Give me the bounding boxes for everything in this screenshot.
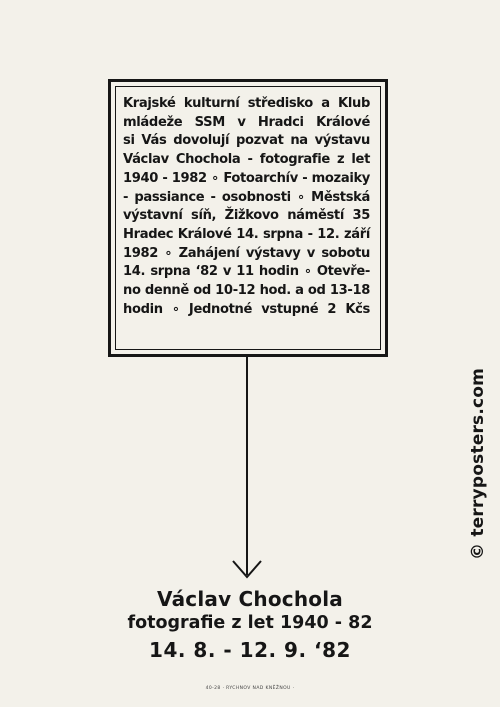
invitation-line: no denně od 10-12 hod. a od 13-18 bbox=[123, 283, 370, 299]
exhibition-dates: 14. 8. - 12. 9. ‘82 bbox=[149, 638, 351, 662]
invitation-line: si Vás dovolují pozvat na výstavu bbox=[123, 133, 370, 149]
invitation-line: Krajské kulturní středisko a Klub bbox=[123, 96, 370, 111]
invitation-line: mládeže SSM v Hradci Králové bbox=[123, 114, 370, 130]
invitation-line: 1982 ∘ Zahájení výstavy v sobotu bbox=[123, 245, 370, 261]
arrow-down-icon bbox=[232, 560, 262, 580]
artist-name: Václav Chochola bbox=[157, 587, 343, 611]
watermark-text: © terryposters.com bbox=[468, 367, 488, 560]
exhibition-subtitle: fotografie z let 1940 - 82 bbox=[127, 613, 373, 633]
invitation-line: 14. srpna ‘82 v 11 hodin ∘ Otevře- bbox=[123, 264, 370, 280]
invitation-line: 1940 - 1982 ∘ Fotoarchív - mozaiky bbox=[123, 170, 370, 186]
watermark bbox=[466, 360, 490, 560]
invitation-line: výstavní síň, Žižkovo náměstí 35 bbox=[123, 208, 370, 224]
invitation-text bbox=[123, 95, 370, 319]
printer-imprint: 40-28 · RYCHNOV NAD KNĚŽNOU · bbox=[205, 686, 295, 691]
invitation-line: Václav Chochola - fotografie z let bbox=[123, 152, 370, 168]
text-frame bbox=[108, 79, 388, 357]
invitation-line: - passiance - osobnosti ∘ Městská bbox=[123, 189, 370, 205]
arrow-shaft bbox=[246, 357, 248, 575]
invitation-line: Hradec Králové 14. srpna - 12. září bbox=[123, 226, 370, 242]
invitation-line: hodin ∘ Jednotné vstupné 2 Kčs bbox=[123, 301, 370, 317]
